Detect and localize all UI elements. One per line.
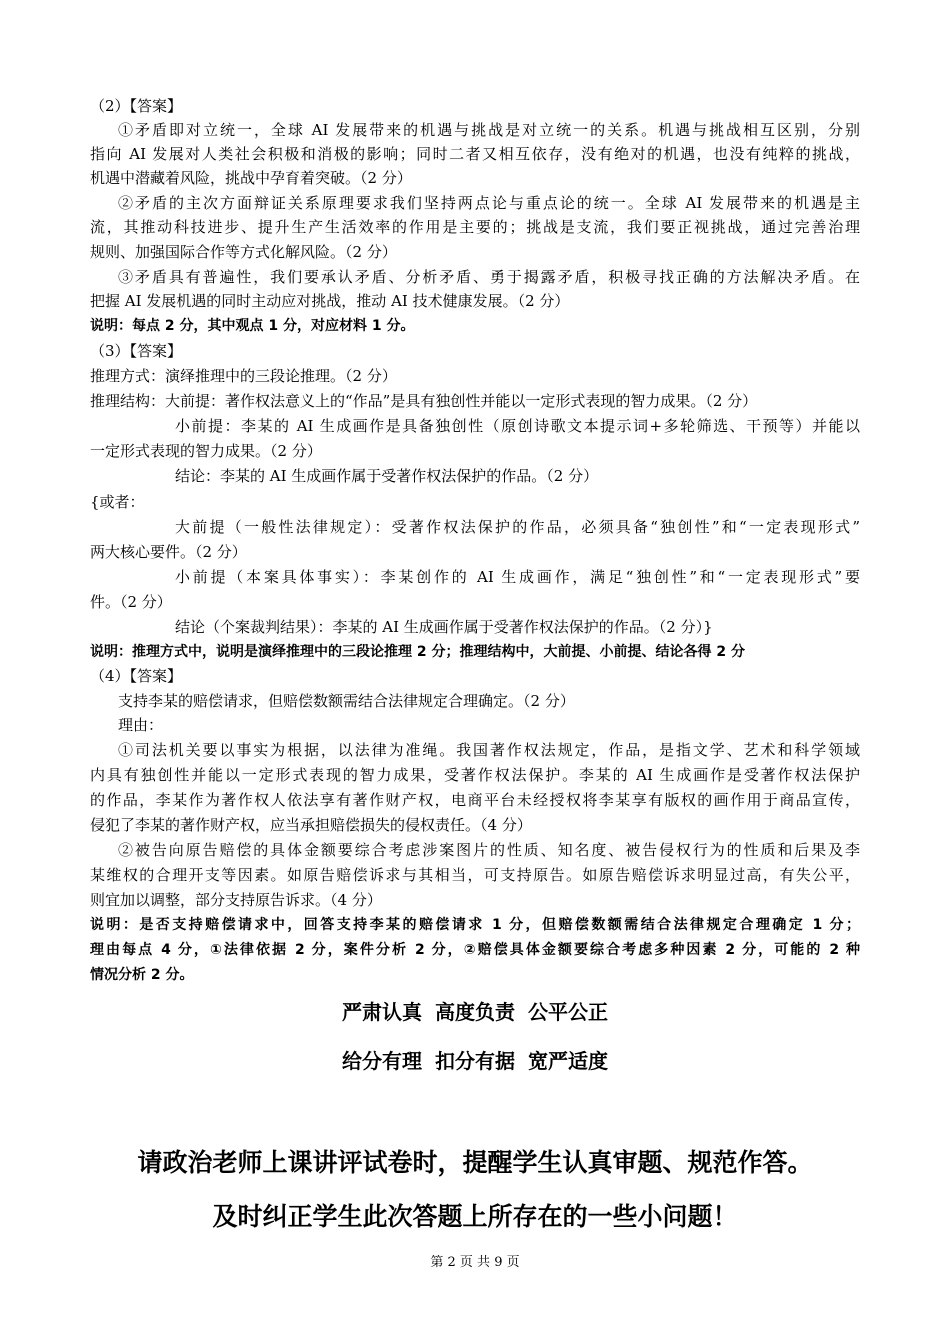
section-4-reason1-line4: 侵犯了李某的著作财产权，应当承担赔偿损失的侵权责任。（4 分） bbox=[90, 816, 532, 834]
teacher-reminder-line1: 请政治老师上课讲评试卷时，提醒学生认真审题、规范作答。 bbox=[137, 1148, 813, 1177]
section-4-scoring-note-line1: 说明：是否支持赔偿请求中，回答支持李某的赔偿请求 1 分，但赔偿数额需结合法律规定合理确定 1 分； bbox=[90, 917, 860, 933]
section-2-point1-line1: ①矛盾即对立统一，全球 AI 发展带来的机遇与挑战是对立统一的关系。机遇与挑战相互区别，分别 bbox=[118, 121, 860, 139]
section-3-alternative-marker: {或者： bbox=[90, 493, 145, 511]
section-3-minor-line2: 一定形式表现的智力成果。（2 分） bbox=[90, 442, 322, 460]
section-3-conclusion: 结论：李某的 AI 生成画作属于受著作权法保护的作品。（2 分） bbox=[175, 467, 599, 485]
section-2-point1-line2: 指向 AI 发展对人类社会积极和消极的影响；同时二者又相互依存，没有绝对的机遇，也没有纯粹的挑战， bbox=[90, 145, 860, 163]
section-2-point3-line1: ③矛盾具有普遍性，我们要承认矛盾、分析矛盾、勇于揭露矛盾，积极寻找正确的方法解决矛盾。在 bbox=[118, 268, 860, 286]
section-4-reason2-line1: ②被告向原告赔偿的具体金额要综合考虑涉案图片的性质、知名度、被告侵权行为的性质和后果及李 bbox=[118, 841, 860, 859]
teacher-reminder-line2: 及时纠正学生此次答题上所存在的一些小问题！ bbox=[212, 1202, 738, 1231]
section-3-minor-line1: 小前提：李某的 AI 生成画作是具备独创性（原创诗歌文本提示词+多轮筛选、干预等）并能以 bbox=[175, 417, 860, 435]
section-3-alt-conclusion: 结论（个案裁判结果）：李某的 AI 生成画作属于受著作权法保护的作品。（2 分）} bbox=[175, 618, 713, 636]
section-3-heading: （3）【答案】 bbox=[90, 342, 183, 360]
section-3-structure-major: 推理结构：大前提：著作权法意义上的“作品”是具有独创性并能以一定形式表现的智力成果。（2 分） bbox=[90, 392, 758, 410]
section-4-reason1-line3: 的作品，李某作为著作权人依法享有著作财产权，电商平台未经授权将李某享有版权的画作用于商品宣传， bbox=[90, 791, 860, 809]
section-4-scoring-note-line3: 情况分析 2 分。 bbox=[90, 967, 194, 983]
section-2-point3-line2: 把握 AI 发展机遇的同时主动应对挑战，推动 AI 技术健康发展。（2 分） bbox=[90, 292, 570, 310]
section-2-heading: （2）【答案】 bbox=[90, 97, 183, 115]
section-2-point1-line3: 机遇中潜藏着风险，挑战中孕育着突破。（2 分） bbox=[90, 169, 412, 187]
grading-motto-line2: 给分有理 扣分有据 宽严适度 bbox=[342, 1049, 608, 1073]
section-2-point2-line3: 规则、加强国际合作等方式化解风险。（2 分） bbox=[90, 243, 397, 261]
grading-motto-line1: 严肃认真 高度负责 公平公正 bbox=[342, 1000, 608, 1024]
section-4-reason2-line3: 则宜加以调整，部分支持原告诉求。（4 分） bbox=[90, 891, 382, 909]
section-4-heading: （4）【答案】 bbox=[90, 667, 183, 685]
section-3-alt-minor-line1: 小前提（本案具体事实）：李某创作的 AI 生成画作，满足“独创性”和“一定表现形式”要 bbox=[175, 568, 860, 586]
section-4-reason-label: 理由： bbox=[118, 716, 164, 734]
section-4-reason2-line2: 某维权的合理开支等因素。如原告赔偿诉求与其相当，可支持原告。如原告赔偿诉求明显过高，有失公平， bbox=[90, 866, 860, 884]
section-3-alt-minor-line2: 件。（2 分） bbox=[90, 593, 172, 611]
page-number: 第 2 页 共 9 页 bbox=[430, 1255, 520, 1270]
section-4-reason1-line1: ①司法机关要以事实为根据，以法律为准绳。我国著作权法规定，作品，是指文学、艺术和科学领域 bbox=[118, 741, 860, 759]
section-4-reason1-line2: 内具有独创性并能以一定形式表现的智力成果，受著作权法保护。李某的 AI 生成画作是受著作权法保护 bbox=[90, 766, 860, 784]
section-3-scoring-note: 说明：推理方式中，说明是演绎推理中的三段论推理 2 分；推理结构中，大前提、小前提、结论各得 2 分 bbox=[90, 644, 745, 660]
section-2-point2-line1: ②矛盾的主次方面辩证关系原理要求我们坚持两点论与重点论的统一。全球 AI 发展带来的机遇是主 bbox=[118, 194, 860, 212]
section-3-method: 推理方式：演绎推理中的三段论推理。（2 分） bbox=[90, 367, 397, 385]
section-3-alt-major-line2: 两大核心要件。（2 分） bbox=[90, 543, 247, 561]
section-3-alt-major-line1: 大前提（一般性法律规定）：受著作权法保护的作品，必须具备“独创性”和“一定表现形式” bbox=[175, 518, 860, 536]
section-4-scoring-note-line2: 理由每点 4 分，①法律依据 2 分，案件分析 2 分，②赔偿具体金额要综合考虑多种因素 2 分，可能的 2 种 bbox=[90, 942, 860, 958]
section-2-scoring-note: 说明：每点 2 分，其中观点 1 分，对应材料 1 分。 bbox=[90, 318, 415, 334]
section-4-stance: 支持李某的赔偿请求，但赔偿数额需结合法律规定合理确定。（2 分） bbox=[118, 692, 575, 710]
section-2-point2-line2: 流，其推动科技进步、提升生产生活效率的作用是主要的；挑战是支流，我们要正视挑战，通过完善治理 bbox=[90, 218, 860, 236]
